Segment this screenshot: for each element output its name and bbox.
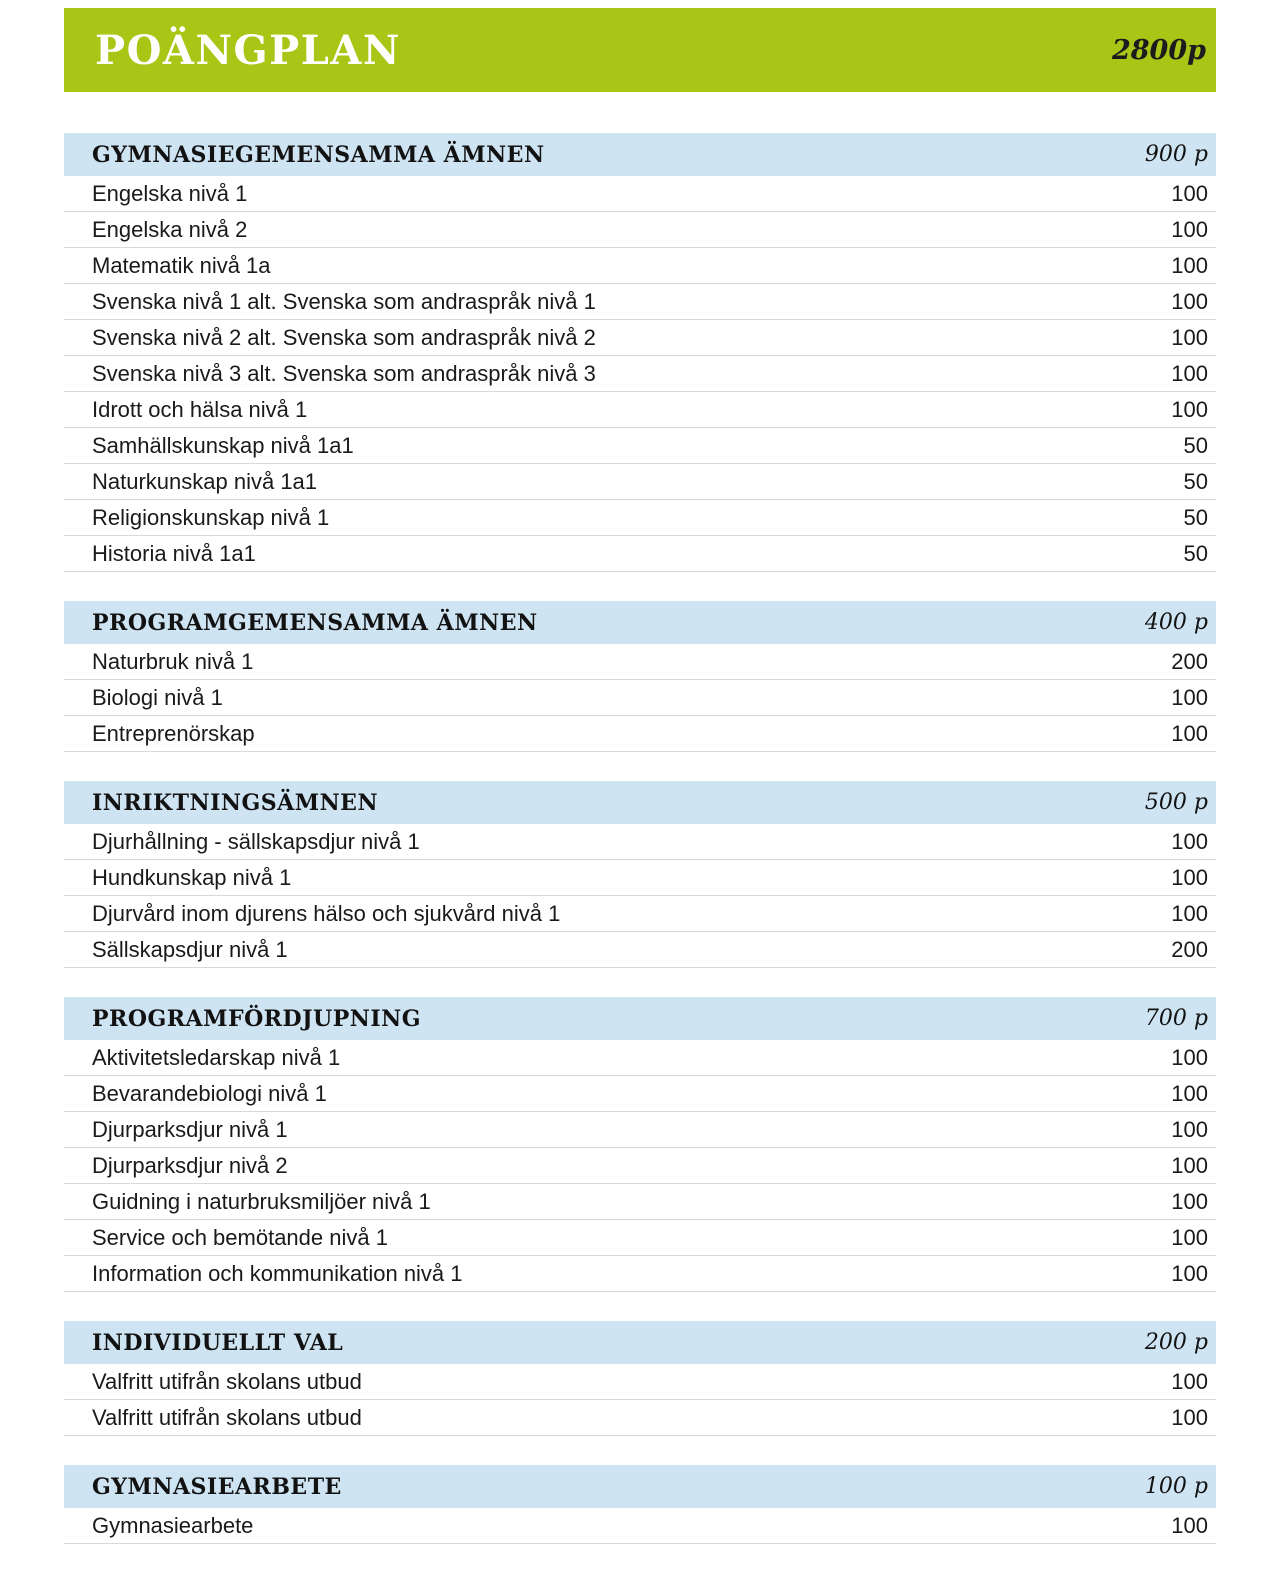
section-individuellt-val [64, 1321, 1216, 1436]
course-row [64, 1220, 1216, 1256]
course-row [64, 644, 1216, 680]
course-row [64, 428, 1216, 464]
course-name: Djurparksdjur nivå 2 [92, 1152, 288, 1178]
course-name: Valfritt utifrån skolans utbud [92, 1404, 362, 1430]
course-name: Aktivitetsledarskap nivå 1 [92, 1044, 341, 1070]
section-points: 100 p [1144, 1474, 1208, 1499]
course-row [64, 1184, 1216, 1220]
section-title: INDIVIDUELLT VAL [92, 1329, 344, 1356]
course-row [64, 824, 1216, 860]
course-points: 100 [1171, 1404, 1208, 1430]
section-title: PROGRAMFÖRDJUPNING [92, 1005, 422, 1032]
course-points: 100 [1171, 1188, 1208, 1214]
course-row [64, 248, 1216, 284]
course-points: 50 [1183, 504, 1208, 530]
course-row [64, 176, 1216, 212]
course-name: Svenska nivå 3 alt. Svenska som andraspråk nivå 3 [92, 360, 596, 386]
course-points: 100 [1171, 1368, 1208, 1394]
course-name: Biologi nivå 1 [92, 684, 223, 710]
course-points: 100 [1171, 900, 1208, 926]
section-points: 500 p [1144, 790, 1208, 815]
course-name: Information och kommunikation nivå 1 [92, 1260, 463, 1286]
section-title: GYMNASIEARBETE [92, 1473, 342, 1500]
course-points: 100 [1171, 252, 1208, 278]
document-header [64, 8, 1216, 92]
course-row [64, 500, 1216, 536]
course-points: 100 [1171, 396, 1208, 422]
section-programgemensamma-amnen [64, 601, 1216, 752]
course-row [64, 392, 1216, 428]
section-header [64, 781, 1216, 824]
course-points: 100 [1171, 180, 1208, 206]
course-row [64, 1400, 1216, 1436]
section-gymnasiearbete [64, 1465, 1216, 1544]
course-name: Matematik nivå 1a [92, 252, 271, 278]
course-points: 100 [1171, 1512, 1208, 1538]
section-gymnasiegemensamma-amnen [64, 133, 1216, 572]
course-name: Naturkunskap nivå 1a1 [92, 468, 318, 494]
course-row [64, 716, 1216, 752]
course-name: Historia nivå 1a1 [92, 540, 256, 566]
course-points: 100 [1171, 1260, 1208, 1286]
course-points: 100 [1171, 864, 1208, 890]
course-points: 50 [1183, 468, 1208, 494]
course-name: Engelska nivå 2 [92, 216, 248, 242]
course-name: Bevarandebiologi nivå 1 [92, 1080, 327, 1106]
course-row [64, 1364, 1216, 1400]
section-header [64, 133, 1216, 176]
course-row [64, 536, 1216, 572]
section-header [64, 997, 1216, 1040]
course-row [64, 932, 1216, 968]
course-name: Djurparksdjur nivå 1 [92, 1116, 288, 1142]
course-name: Svenska nivå 2 alt. Svenska som andraspråk nivå 2 [92, 324, 596, 350]
course-row [64, 1040, 1216, 1076]
total-points-badge: 2800p [1111, 34, 1206, 66]
section-points: 400 p [1144, 610, 1208, 635]
course-points: 100 [1171, 720, 1208, 746]
section-header [64, 1465, 1216, 1508]
course-name: Samhällskunskap nivå 1a1 [92, 432, 354, 458]
course-name: Valfritt utifrån skolans utbud [92, 1368, 362, 1394]
course-points: 100 [1171, 828, 1208, 854]
course-points: 100 [1171, 684, 1208, 710]
course-points: 100 [1171, 324, 1208, 350]
course-points: 100 [1171, 1224, 1208, 1250]
course-row [64, 896, 1216, 932]
course-points: 100 [1171, 288, 1208, 314]
course-name: Engelska nivå 1 [92, 180, 248, 206]
course-row [64, 1148, 1216, 1184]
course-row [64, 860, 1216, 896]
course-row [64, 320, 1216, 356]
course-row [64, 1112, 1216, 1148]
page-title: POÄNGPLAN [95, 26, 401, 74]
section-header [64, 601, 1216, 644]
course-points: 200 [1171, 648, 1208, 674]
course-row [64, 1256, 1216, 1292]
course-row [64, 284, 1216, 320]
section-title: INRIKTNINGSÄMNEN [92, 789, 379, 816]
course-row [64, 1076, 1216, 1112]
course-name: Svenska nivå 1 alt. Svenska som andraspråk nivå 1 [92, 288, 596, 314]
course-points: 100 [1171, 360, 1208, 386]
section-points: 900 p [1144, 142, 1208, 167]
course-name: Idrott och hälsa nivå 1 [92, 396, 308, 422]
course-name: Gymnasiearbete [92, 1512, 254, 1538]
course-row [64, 680, 1216, 716]
course-name: Entreprenörskap [92, 720, 255, 746]
course-points: 100 [1171, 1152, 1208, 1178]
course-row [64, 1508, 1216, 1544]
course-points: 100 [1171, 216, 1208, 242]
course-points: 50 [1183, 432, 1208, 458]
section-points: 200 p [1144, 1330, 1208, 1355]
course-points: 100 [1171, 1116, 1208, 1142]
course-points: 100 [1171, 1044, 1208, 1070]
course-points: 50 [1183, 540, 1208, 566]
section-title: GYMNASIEGEMENSAMMA ÄMNEN [92, 141, 545, 168]
course-name: Religionskunskap nivå 1 [92, 504, 330, 530]
course-row [64, 212, 1216, 248]
course-points: 200 [1171, 936, 1208, 962]
section-programfordjupning [64, 997, 1216, 1292]
course-points: 100 [1171, 1080, 1208, 1106]
section-inriktningsamnen [64, 781, 1216, 968]
course-name: Service och bemötande nivå 1 [92, 1224, 388, 1250]
course-name: Hundkunskap nivå 1 [92, 864, 292, 890]
course-name: Guidning i naturbruksmiljöer nivå 1 [92, 1188, 431, 1214]
course-name: Djurvård inom djurens hälso och sjukvård nivå 1 [92, 900, 561, 926]
course-name: Sällskapsdjur nivå 1 [92, 936, 288, 962]
course-name: Naturbruk nivå 1 [92, 648, 254, 674]
section-title: PROGRAMGEMENSAMMA ÄMNEN [92, 609, 538, 636]
course-name: Djurhållning - sällskapsdjur nivå 1 [92, 828, 420, 854]
section-points: 700 p [1144, 1006, 1208, 1031]
section-header [64, 1321, 1216, 1364]
course-row [64, 356, 1216, 392]
course-row [64, 464, 1216, 500]
